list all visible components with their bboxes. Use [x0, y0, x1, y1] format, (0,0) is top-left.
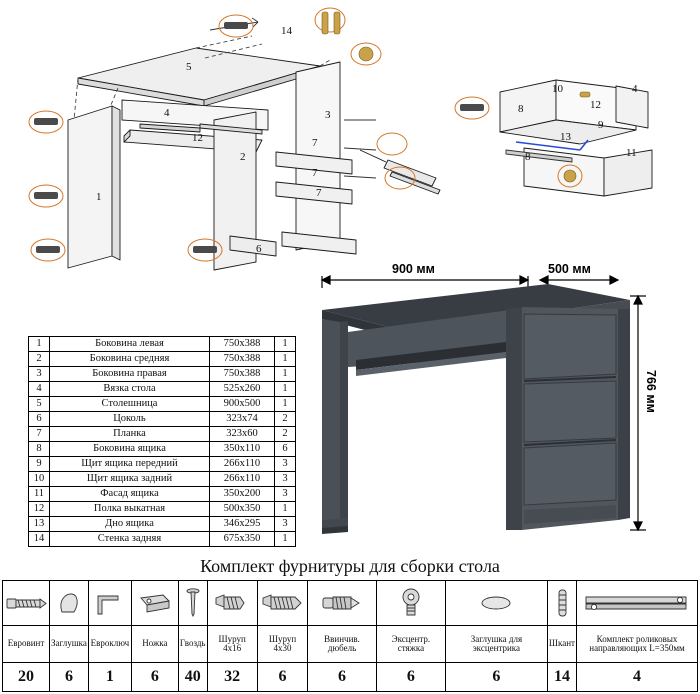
- part-name: Фасад ящика: [50, 487, 210, 502]
- kit-item-name: Шуруп 4х16: [207, 626, 257, 663]
- part-size: 750x388: [210, 352, 275, 367]
- svg-text:14: 14: [281, 25, 292, 37]
- euro-screw-icon: [3, 581, 50, 626]
- part-number: 5: [29, 397, 50, 412]
- kit-item-name: Заглушка для эксцентрика: [445, 626, 547, 663]
- screw-in-dowel-icon: [308, 581, 377, 626]
- part-qty: 1: [275, 532, 296, 547]
- part-name: Планка: [50, 427, 210, 442]
- part-number: 4: [29, 382, 50, 397]
- part-size: 675x350: [210, 532, 275, 547]
- part-size: 525x260: [210, 382, 275, 397]
- table-row: [29, 367, 296, 382]
- table-row: [29, 337, 296, 352]
- part-qty: 3: [275, 472, 296, 487]
- svg-text:12: 12: [192, 132, 203, 144]
- svg-text:5: 5: [186, 61, 192, 73]
- kit-item-count: 6: [50, 663, 89, 692]
- kit-item-count: 1: [88, 663, 131, 692]
- part-name: Боковина правая: [50, 367, 210, 382]
- part-size: 266x110: [210, 472, 275, 487]
- kit-item-name: Заглушка: [50, 626, 89, 663]
- part-size: 323x74: [210, 412, 275, 427]
- part-qty: 3: [275, 487, 296, 502]
- part-name: Боковина средняя: [50, 352, 210, 367]
- part-name: Вязка стола: [50, 382, 210, 397]
- kit-item-name: Ножка: [131, 626, 178, 663]
- part-size: 500x350: [210, 502, 275, 517]
- svg-text:8: 8: [525, 151, 531, 163]
- kit-item-name: Ввинчив. дюбель: [308, 626, 377, 663]
- kit-item-count: 32: [207, 663, 257, 692]
- part-size: 750x388: [210, 367, 275, 382]
- part-name: Боковина ящика: [50, 442, 210, 457]
- hex-key-icon: [88, 581, 131, 626]
- svg-text:10: 10: [552, 83, 563, 95]
- svg-text:3: 3: [325, 109, 331, 121]
- kit-item-name: Гвоздь: [178, 626, 207, 663]
- part-number: 12: [29, 502, 50, 517]
- kit-item-name: Шуруп 4х30: [257, 626, 307, 663]
- svg-text:13: 13: [560, 131, 571, 143]
- part-name: Щит ящика передний: [50, 457, 210, 472]
- svg-text:7: 7: [316, 187, 322, 199]
- table-row: [29, 502, 296, 517]
- part-size: 266x110: [210, 457, 275, 472]
- part-number: 2: [29, 352, 50, 367]
- part-name: Стенка задняя: [50, 532, 210, 547]
- part-number: 11: [29, 487, 50, 502]
- dowel-icon: [547, 581, 576, 626]
- part-number: 14: [29, 532, 50, 547]
- slide-rails-icon: [577, 581, 698, 626]
- foot-icon: [131, 581, 178, 626]
- kit-item-count: 20: [3, 663, 50, 692]
- table-row: [29, 427, 296, 442]
- part-number: 6: [29, 412, 50, 427]
- table-row: [29, 412, 296, 427]
- part-size: 350x200: [210, 487, 275, 502]
- part-qty: 2: [275, 412, 296, 427]
- part-qty: 1: [275, 367, 296, 382]
- eccentric-cap-icon: [445, 581, 547, 626]
- table-row: [29, 517, 296, 532]
- part-qty: 3: [275, 517, 296, 532]
- table-row: [29, 442, 296, 457]
- table-row: [29, 382, 296, 397]
- part-size: 900x500: [210, 397, 275, 412]
- part-number: 10: [29, 472, 50, 487]
- kit-item-count: 14: [547, 663, 576, 692]
- kit-item-count: 6: [445, 663, 547, 692]
- part-size: 346x295: [210, 517, 275, 532]
- part-name: Дно ящика: [50, 517, 210, 532]
- svg-text:7: 7: [312, 167, 318, 179]
- table-row: [29, 532, 296, 547]
- svg-text:4: 4: [164, 107, 170, 119]
- table-row: [29, 457, 296, 472]
- desk-depth-label: 500 мм: [548, 262, 591, 276]
- kit-item-name: Комплект роликовых направляющих L=350мм: [577, 626, 698, 663]
- svg-text:1: 1: [96, 191, 102, 203]
- part-name: Щит ящика задний: [50, 472, 210, 487]
- svg-text:12: 12: [590, 99, 601, 111]
- svg-text:8: 8: [518, 103, 524, 115]
- part-qty: 1: [275, 352, 296, 367]
- screw-4x16-icon: [207, 581, 257, 626]
- part-name: Боковина левая: [50, 337, 210, 352]
- kit-item-count: 6: [376, 663, 445, 692]
- desk-render: [300, 262, 700, 552]
- svg-text:7: 7: [312, 137, 318, 149]
- part-number: 7: [29, 427, 50, 442]
- svg-text:6: 6: [256, 243, 262, 255]
- table-row: [29, 397, 296, 412]
- kit-item-count: 4: [577, 663, 698, 692]
- part-qty: 3: [275, 457, 296, 472]
- table-row: [29, 472, 296, 487]
- kit-item-name: Эксцентр. стяжка: [376, 626, 445, 663]
- cap-plug-icon: [50, 581, 89, 626]
- eccentric-tie-icon: [376, 581, 445, 626]
- part-qty: 1: [275, 397, 296, 412]
- part-number: 13: [29, 517, 50, 532]
- part-name: Цоколь: [50, 412, 210, 427]
- hardware-kit-title: Комплект фурнитуры для сборки стола: [200, 556, 500, 576]
- svg-text:11: 11: [626, 147, 637, 159]
- kit-item-count: 6: [257, 663, 307, 692]
- part-qty: 6: [275, 442, 296, 457]
- part-name: Столешница: [50, 397, 210, 412]
- kit-item-count: 40: [178, 663, 207, 692]
- nail-icon: [178, 581, 207, 626]
- kit-item-name: Евровинт: [3, 626, 50, 663]
- exploded-assembly-diagram: [0, 0, 700, 270]
- svg-text:9: 9: [598, 119, 604, 131]
- desk-width-label: 900 мм: [392, 262, 435, 276]
- parts-list-table: [28, 336, 296, 547]
- part-number: 9: [29, 457, 50, 472]
- part-name: Полка выкатная: [50, 502, 210, 517]
- part-size: 350x110: [210, 442, 275, 457]
- kit-item-name: Евроключ: [88, 626, 131, 663]
- part-number: 3: [29, 367, 50, 382]
- kit-item-name: Шкант: [547, 626, 576, 663]
- svg-text:2: 2: [240, 151, 246, 163]
- screw-4x30-icon: [257, 581, 307, 626]
- part-size: 323x60: [210, 427, 275, 442]
- part-qty: 2: [275, 427, 296, 442]
- kit-item-count: 6: [131, 663, 178, 692]
- desk-height-label: 766 мм: [644, 370, 658, 413]
- table-row: [29, 487, 296, 502]
- part-qty: 1: [275, 502, 296, 517]
- kit-item-count: 6: [308, 663, 377, 692]
- part-qty: 1: [275, 337, 296, 352]
- part-size: 750x388: [210, 337, 275, 352]
- hardware-kit-table: [2, 580, 698, 692]
- svg-text:4: 4: [632, 83, 638, 95]
- table-row: [29, 352, 296, 367]
- part-qty: 1: [275, 382, 296, 397]
- part-number: 1: [29, 337, 50, 352]
- part-number: 8: [29, 442, 50, 457]
